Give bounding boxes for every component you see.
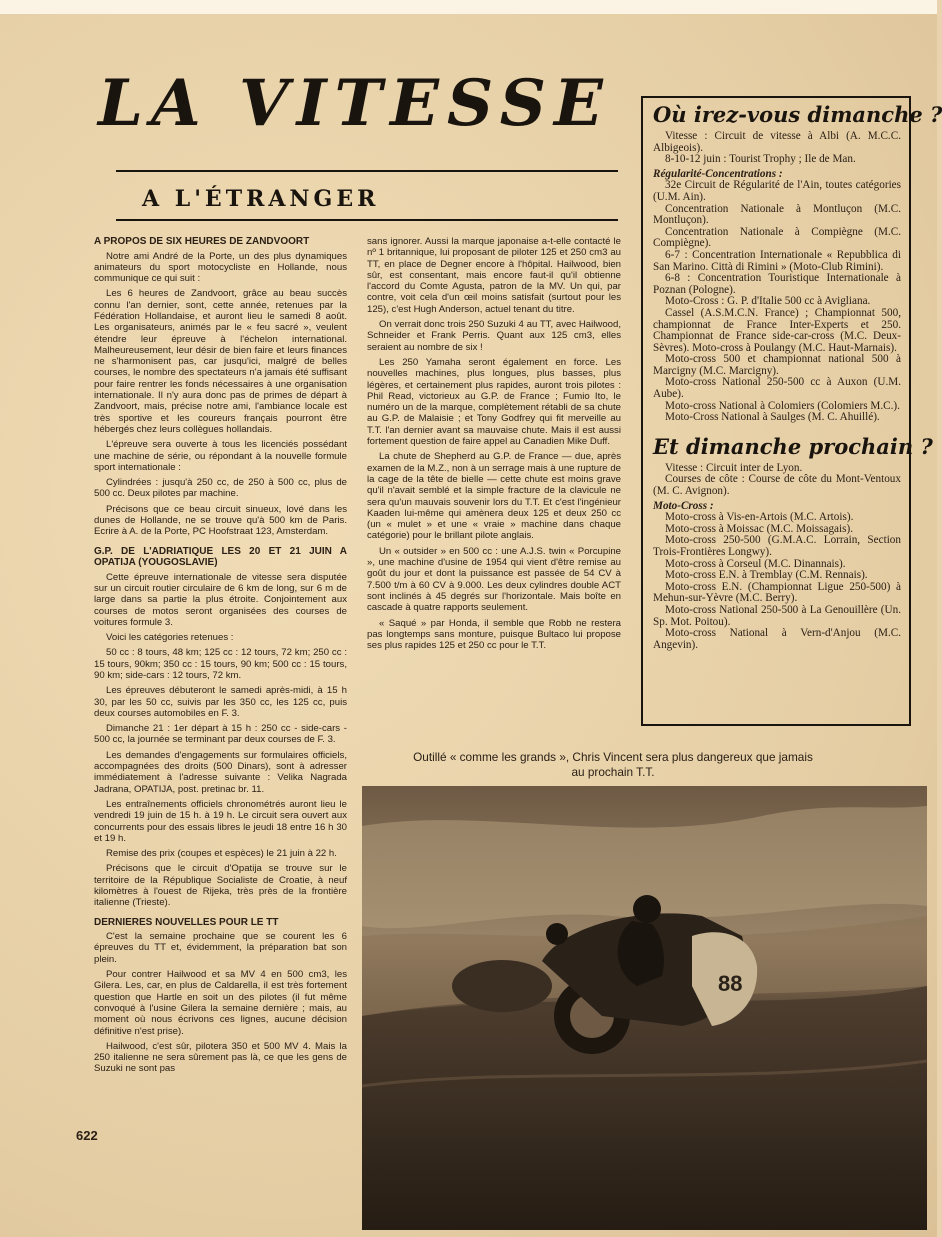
event-item: Vitesse : Circuit de vitesse à Albi (A. M.C.C. Albigeois). (653, 130, 901, 154)
article-column-1 (94, 236, 347, 1106)
event-item: Moto-cross National à Colomiers (Colomiers M.C.). (665, 399, 900, 412)
paragraph: Les 250 Yamaha seront également en force. Les nouvelles machines, plus longues, plus basses, plus légères, et certainement plus rapides, auront trois pilotes : Phil Read, victorieux au G.P. de France ; Fumio Ito, le numéro un de la marque, complètement rétabli de sa chute au G.P. de Malaisie ; et Tony Godfrey qui fit merveille au T.T. l'an dernier avant sa mauvaise chute. Mais il est aussi fortement question de faire appel au Canadien Mike Duff. (367, 356, 621, 448)
event-item: Moto-Cross : G. P. d'Italie 500 cc à Avigliana. (665, 295, 871, 308)
events-heading-sunday: Où irez-vous dimanche ? (653, 102, 942, 127)
paragraph: Dimanche 21 : 1er départ à 15 h : 250 cc - side-cars - 500 cc, la journée se terminant par deux courses de F. 3. (94, 723, 347, 746)
event-item: Moto-cross à Moissac (M.C. Moissagais). (665, 522, 853, 535)
page-title: LA VITESSE (98, 66, 611, 141)
event-item: Moto-cross National à Vern-d'Anjou (M.C. Angevin). (653, 627, 901, 651)
paragraph: Notre ami André de la Porte, un des plus dynamiques animateurs du sport motocycliste en Hollande, nous communique ce qui suit : (94, 250, 347, 285)
event-item: Cassel (A.S.M.C.N. France) ; Championnat 500, championnat de France Inter-Experts et 250. Championnat de France side-car-cross (M.C. Deux-Sèvres). Moto-cross à Poulangy (M.C. Haut-Marnais). (653, 306, 901, 354)
page-top-edge (0, 0, 937, 14)
paragraph: Les demandes d'engagements sur formulaires officiels, accompagnées des droits (500 Dinars), sont à adresser immédiatement à l'adresse suivante : Velika Nagrada Jadrana, OPATIJA, post. pretinac br. 11. (94, 749, 347, 795)
events-heading-next-sunday: Et dimanche prochain ? (653, 433, 933, 459)
paragraph: Hailwood, c'est sûr, pilotera 350 et 500 MV 4. Mais la 250 italienne ne sera sûrement pas là, ce que les gens de Suzuki ne sont pas (94, 1040, 347, 1075)
article-column-2 (367, 236, 621, 746)
paragraph: sans ignorer. Aussi la marque japonaise a-t-elle contacté le nº 1 britannique, lui proposant de piloter 125 et 250 cm3 au TT, en place de Degner encore à l'hôpital. Hailwood, bien sûr, est consentant, mais encore faut-il qu'il obtienne l'accord du Comte Agusta, patron de la MV. Un qui, par contre, voit cela d'un œil moins satisfait (surtout pour les 125), c'est Hugh Anderson, actuel tenant du titre. (367, 236, 621, 315)
paragraph: Précisons que ce beau circuit sinueux, lové dans les dunes de Hollande, ne se trouve qu'à 500 km de Paris. Ecrire à A. de la Porte, PC Hoofstraat 123, Amsterdam. (94, 503, 347, 538)
photo-caption: Outillé « comme les grands », Chris Vincent sera plus dangereux que jamais au prochain T.T. (413, 750, 813, 779)
event-item: Moto-Cross National à Saulges (M. C. Ahuillé). (665, 411, 880, 424)
paragraph: L'épreuve sera ouverte à tous les licenciés possédant une machine de série, ou répondant à la nouvelle formule sport internationale : (94, 439, 347, 473)
paragraph: Cette épreuve internationale de vitesse sera disputée sur un circuit routier circulaire de 6 km de long, sur 6 m de large dans sa partie la plus étroite. Conjointement aux courses de motos seront organisées des courses de voitures formule 3. (94, 571, 347, 628)
event-item: Moto-cross 500 et championnat national 500 à Marcigny (M.C. Marcigny). (653, 353, 901, 377)
section-heading: G.P. DE L'ADRIATIQUE LES 20 ET 21 JUIN A OPATIJA (YOUGOSLAVIE) (94, 545, 347, 569)
title-rule-top (116, 170, 618, 172)
paragraph: La chute de Shepherd au G.P. de France — due, après examen de la M.Z., non à un serrage mais à une rupture de la cage de la tête de bielle — cette chute est moins grave qu'il n'avait semblé et la simple fracture de la clavicule ne sera qu'un mauvais souvenir lors du T.T. Et c'est l'ingénieur Kaaden lui-même qui amènera deux 125 et deux 250 cc (un « mulet » et une « vraie » machine dans chaque catégorie) pour le brillant pilote anglais. (367, 451, 621, 542)
event-item: Moto-cross National 250-500 à La Genouillère (Un. Sp. Mot. Poitou). (653, 603, 901, 628)
paragraph: C'est la semaine prochaine que se courent les 6 épreuves du TT et, évidemment, la préparation bat son plein. (94, 931, 347, 965)
title-rule-bottom (116, 219, 618, 221)
page-number: 622 (76, 1128, 98, 1143)
event-item: Moto-cross à Corseul (M.C. Dinannais). (665, 557, 846, 570)
event-item: Vitesse : Circuit inter de Lyon. (665, 461, 803, 474)
paragraph: Les entraînements officiels chronométrés auront lieu le vendredi 19 juin de 15 h. à 19 h. Le circuit sera ouvert aux concurrents pour des essais libres le jeudi 18 entre 16 h 30 et 19 h. (94, 798, 347, 844)
race-number: 88 (718, 971, 743, 996)
paragraph: 50 cc : 8 tours, 48 km; 125 cc : 12 tours, 72 km; 250 cc : 15 tours, 90km; 350 cc : 15 tours, 90 km; 500 cc : 15 tours, 90 km; side-cars : 12 tours, 72 km. (94, 647, 347, 681)
event-item: 6-8 : Concentration Touristique Internationale à Poznan (Pologne). (653, 272, 901, 296)
paragraph: Remise des prix (coupes et espèces) le 21 juin à 22 h. (106, 848, 337, 860)
event-item: Régularité-Concentrations : (653, 167, 783, 180)
events-list-next-sunday (643, 463, 909, 652)
events-list-sunday (643, 131, 909, 424)
event-item: Moto-cross 250-500 (G.M.A.C. Lorrain, Section Trois-Frontières Longwy). (653, 534, 901, 558)
event-item: Moto-cross E.N. (Championnat Ligue 250-500) à Mehun-sur-Yèvre (M.C. Berry). (653, 580, 901, 605)
event-item: Courses de côte : Course de côte du Mont-Ventoux (M. C. Avignon). (653, 473, 901, 498)
paragraph: On verrait donc trois 250 Suzuki 4 au TT, avec Hailwood, Schneider et Frank Perris. Quant aux 125 cm3, elles seraient au nombre de six ! (367, 319, 621, 353)
event-item: 6-7 : Concentration Internationale « Repubblica di San Marino. Città di Rimini » (Moto-Club Rimini). (653, 248, 901, 273)
event-item: Moto-cross à Vis-en-Artois (M.C. Artois). (665, 511, 854, 524)
section-heading: A PROPOS DE SIX HEURES DE ZANDVOORT (94, 236, 310, 247)
sidecar-race-photo (362, 786, 927, 1230)
section-heading: DERNIERES NOUVELLES POUR LE TT (94, 916, 279, 928)
event-item: Moto-cross National 250-500 cc à Auxon (U.M. Aube). (653, 376, 901, 401)
paragraph: Un « outsider » en 500 cc : une A.J.S. twin « Porcupine », une machine d'usine de 1954 qui vient d'être remise au goût du jour et dont la puissance est passée de 54 CV à 7.500 t/m à 60 CV à 9.000. Les deux cylindres double ACT sont inclinés à 45 degrés sur l'horizontale. Mais boîte en cascade à quatre rapports seulement. (367, 545, 621, 614)
paragraph: Précisons que le circuit d'Opatija se trouve sur le territoire de la République Socialiste de Croatie, à neuf kilomètres à l'ouest de Rijeka, très près de la frontière italienne (Trieste). (94, 863, 347, 909)
paragraph: « Saqué » par Honda, il semble que Robb ne restera pas longtemps sans monture, puisque Bultaco lui propose ses plus rapides 125 et 250 cc pour le T.T. (367, 617, 621, 652)
event-item: 32e Circuit de Régularité de l'Ain, toutes catégories (U.M. Ain). (653, 179, 901, 203)
paragraph: Les 6 heures de Zandvoort, grâce au beau succès connu l'an dernier, sont, cette année, retenues par la Fédération Hollandaise, et auront lieu le samedi 8 août. Les organisateurs, animés par le « feu sacré », veulent étendre leur épreuve à l'échelon international. Malheureusement, leur désir de bien faire et leurs finances ne s'harmonisent pas, car jusqu'ici, malgré de belles courses, le nombre des spectateurs n'a jamais été suffisant pour faire rentrer les fonds nécessaires à une organisation internationale. Il n'y aura donc pas de primes de départ à Zandvoort, mais, précise notre ami, l'ambiance locale est très sportive et les coureurs français pourront être hébergés chez leurs collègues hollandais. (94, 288, 347, 435)
paragraph: Pour contrer Hailwood et sa MV 4 en 500 cm3, les Gilera. Les, car, en plus de Caldarella, il est très fortement question que Hartle en soit un des pilotes (il fut même convoqué à l'usine Gilera la semaine dernière ; mais, au moment où nous écrivons ces lignes, aucune décision définitive n'est prise). (94, 969, 347, 1037)
event-item: 8-10-12 juin : Tourist Trophy ; Ile de Man. (665, 153, 856, 166)
event-item: Moto-cross E.N. à Tremblay (C.M. Rennais). (665, 569, 868, 582)
page-subtitle: A L'ÉTRANGER (142, 186, 380, 212)
event-item: Moto-Cross : (653, 499, 714, 512)
paragraph: Les épreuves débuteront le samedi après-midi, à 15 h 30, par les 50 cc, suivis par les 350 cc, les 125 cc, puis deux courses automobiles en F. 3. (94, 685, 347, 719)
event-item: Concentration Nationale à Compiègne (M.C. Compiègne). (653, 225, 901, 250)
events-box (641, 96, 942, 726)
paragraph: Cylindrées : jusqu'à 250 cc, de 250 à 500 cc, plus de 500 cc. Deux pilotes par machine. (94, 477, 347, 500)
paragraph: Voici les catégories retenues : (106, 632, 234, 644)
event-item: Concentration Nationale à Montluçon (M.C. Montluçon). (653, 202, 901, 227)
